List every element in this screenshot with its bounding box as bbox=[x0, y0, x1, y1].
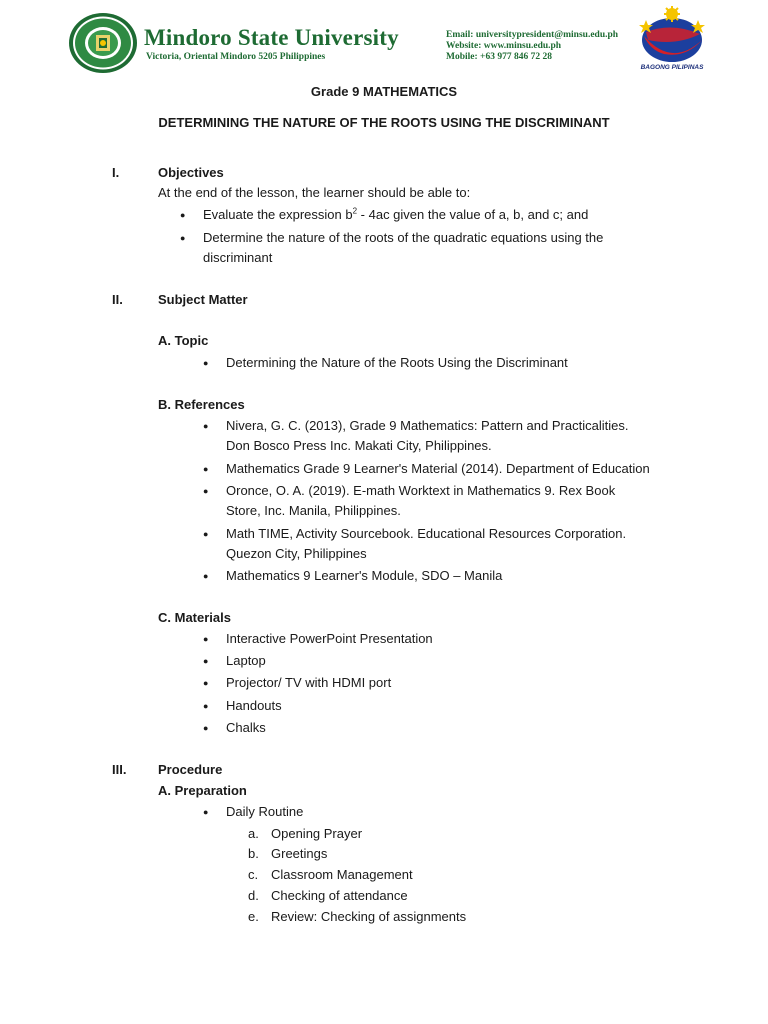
section-numeral-objectives: I. bbox=[112, 165, 120, 180]
references-heading: B. References bbox=[158, 397, 245, 412]
bagong-pilipinas-label: BAGONG PILIPINAS bbox=[640, 64, 704, 71]
objective-item-1: Evaluate the expression $b^2 - 4ac$ given the value of a, b, and c; and bbox=[203, 206, 589, 222]
preparation-heading: A. Preparation bbox=[158, 783, 247, 798]
routine-letter: d. bbox=[248, 888, 259, 903]
material-item: Projector/ TV with HDMI port bbox=[226, 675, 392, 690]
routine-step: Checking of attendance bbox=[271, 888, 408, 903]
objective-item-2-line-1: Determine the nature of the roots of the quadratic equations using the bbox=[203, 230, 604, 245]
section-numeral-subject-matter: II. bbox=[112, 292, 123, 307]
section-heading-subject-matter: Subject Matter bbox=[158, 292, 248, 307]
reference-5: Mathematics 9 Learner's Module, SDO – Manila bbox=[226, 568, 503, 583]
routine-step: Greetings bbox=[271, 846, 328, 861]
topic-heading: A. Topic bbox=[158, 333, 209, 348]
material-item: Handouts bbox=[226, 698, 282, 713]
bullet-icon: ● bbox=[203, 486, 209, 496]
reference-4-line-2: Quezon City, Philippines bbox=[226, 546, 367, 561]
bullet-icon: ● bbox=[180, 210, 186, 220]
reference-3-line-1: Oronce, O. A. (2019). E-math Worktext in Mathematics 9. Rex Book bbox=[226, 483, 616, 498]
university-seal-logo bbox=[68, 12, 138, 74]
bullet-icon: ● bbox=[203, 678, 209, 688]
contact-mobile: Mobile: +63 977 846 72 28 bbox=[446, 52, 552, 62]
reference-4-line-1: Math TIME, Activity Sourcebook. Educational Resources Corporation. bbox=[226, 526, 627, 541]
contact-email: Email: universitypresident@minsu.edu.ph bbox=[446, 30, 619, 40]
bagong-pilipinas-logo bbox=[636, 6, 708, 68]
materials-heading: C. Materials bbox=[158, 610, 231, 625]
topic-item: Determining the Nature of the Roots Using the Discriminant bbox=[226, 355, 568, 370]
bullet-icon: ● bbox=[203, 634, 209, 644]
section-heading-objectives: Objectives bbox=[158, 165, 224, 180]
university-name: Mindoro State University bbox=[144, 25, 399, 50]
section-heading-procedure: Procedure bbox=[158, 762, 223, 777]
contact-block bbox=[446, 30, 618, 63]
routine-step: Opening Prayer bbox=[271, 826, 363, 841]
bullet-icon: ● bbox=[203, 529, 209, 539]
bullet-icon: ● bbox=[203, 358, 209, 368]
routine-step: Review: Checking of assignments bbox=[271, 909, 467, 924]
document-subtitle: DETERMINING THE NATURE OF THE ROOTS USING THE DISCRIMINANT bbox=[158, 115, 610, 130]
bullet-icon: ● bbox=[180, 233, 186, 243]
reference-3-line-2: Store, Inc. Manila, Philippines. bbox=[226, 503, 401, 518]
objective-item-2-line-2: discriminant bbox=[203, 250, 273, 265]
routine-step: Classroom Management bbox=[271, 867, 413, 882]
bullet-icon: ● bbox=[203, 464, 209, 474]
bullet-icon: ● bbox=[203, 421, 209, 431]
routine-item: Daily Routine bbox=[226, 804, 304, 819]
bullet-icon: ● bbox=[203, 723, 209, 733]
section-numeral-procedure: III. bbox=[112, 762, 127, 777]
routine-letter: a. bbox=[248, 826, 259, 841]
reference-1-line-2: Don Bosco Press Inc. Makati City, Philippines. bbox=[226, 438, 492, 453]
bullet-icon: ● bbox=[203, 571, 209, 581]
routine-letter: b. bbox=[248, 846, 259, 861]
bullet-icon: ● bbox=[203, 807, 209, 817]
university-address: Victoria, Oriental Mindoro 5205 Philippines bbox=[146, 52, 326, 62]
objectives-intro: At the end of the lesson, the learner should be able to: bbox=[158, 185, 471, 200]
bullet-icon: ● bbox=[203, 656, 209, 666]
reference-1-line-1: Nivera, G. C. (2013), Grade 9 Mathematics: Pattern and Practicalities. bbox=[226, 418, 629, 433]
bullet-icon: ● bbox=[203, 701, 209, 711]
contact-website: Website: www.minsu.edu.ph bbox=[446, 41, 562, 51]
material-item: Interactive PowerPoint Presentation bbox=[226, 631, 433, 646]
document-title: Grade 9 MATHEMATICS bbox=[310, 84, 458, 99]
material-item: Chalks bbox=[226, 720, 266, 735]
routine-letter: e. bbox=[248, 909, 259, 924]
routine-letter: c. bbox=[248, 867, 259, 882]
reference-2: Mathematics Grade 9 Learner's Material (2014). Department of Education bbox=[226, 461, 650, 476]
material-item: Laptop bbox=[226, 653, 266, 668]
